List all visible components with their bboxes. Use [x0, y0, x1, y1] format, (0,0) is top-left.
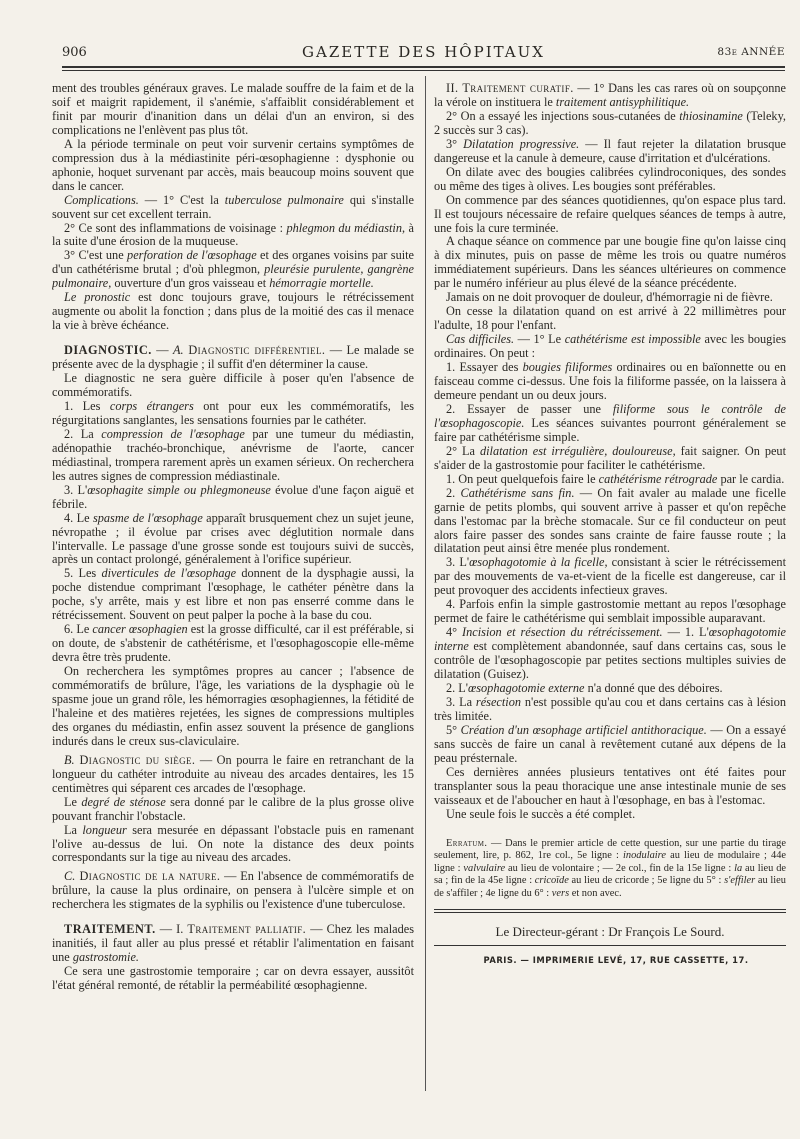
list-item: 1. On peut quelquefois faire le cathétérisme rétrograde par le cardia.: [446, 471, 785, 486]
paragraph: 2° Ce sont des inflammations de voisinage : phlegmon du médiastin, à la suite d'une érosion de la muqueuse.: [52, 220, 414, 249]
paragraph: Cas difficiles. — 1° Le cathétérisme est impossible avec les bougies ordinaires. On peut :: [434, 332, 786, 361]
director-signature: Le Directeur-gérant : Dr François Le Sourd.: [495, 924, 725, 940]
list-item: 1. Les corps étrangers ont pour eux les commémoratifs, les régurgitations sanglantes, les sensations fournies par le cathéter.: [52, 398, 414, 427]
list-item: 3. La résection n'est possible qu'au cou et dans certains cas à lésion très limitée.: [434, 694, 786, 723]
paragraph: 3° C'est une perforation de l'œsophage et des organes voisins par suite d'un cathétérisme brutal ; d'où phlegmon, pleurésie purulente, gangrène pulmonaire, ouverture d'un gros vaisseau et hémorragie mortelle.: [52, 248, 414, 291]
right-column: [434, 82, 786, 1092]
paragraph: 2° On a essayé les injections sous-cutanées de thiosinamine (Teleky, 2 succès sur 3 cas).: [434, 108, 786, 137]
paragraph: On dilate avec des bougies calibrées cylindroconiques, des sondes ou même des tiges à olives. Les bougies sont préférables.: [434, 164, 786, 193]
subsection-heading: C. Diagnostic de la nature. — En l'absence de commémoratifs de brûlure, la cause la plus ordinaire, on pensera à l'ulcère simple et on recherchera les stigmates de la syphilis ou l'existence d'une tuberculose.: [52, 869, 414, 912]
section-heading-traitement: TRAITEMENT. — I. Traitement palliatif. — Chez les malades inanitiés, il faut aller au plus pressé et rétablir l'alimentation en faisant une gastrostomie.: [52, 922, 414, 965]
column-divider: [425, 76, 426, 1091]
paragraph: A la période terminale on peut voir survenir certains symptômes de compression dus à la médiastinite péri-œsophagienne : dysphonie ou aphonie, hoquet survenant par accès, mais beaucoup moins souvent que dans le cancer.: [52, 136, 414, 193]
erratum-note: Erratum. — Dans le premier article de cette question, sur une partie du tirage seulement, lire, p. 862, 1re col., 5e ligne : inodulaire au lieu de modulaire ; 44e ligne : valvulaire au lieu de volontaire ; — 2e col., fin de la 15e ligne : la au lieu de sa ; fin de la 45e ligne : cricoïde au lieu de cricorde ; 5e ligne du 5° : s'effiler au lieu de s'affiler ; 4e ligne du 6° : vers et non avec.: [434, 837, 786, 899]
header-rule-thick: [62, 66, 785, 68]
paragraph: Complications. — 1° C'est la tuberculose pulmonaire qui s'installe souvent sur cet excellent terrain.: [52, 192, 414, 221]
paragraph: Une seule fois le succès a été complet.: [446, 806, 636, 821]
list-item: 2. La compression de l'œsophage par une tumeur du médiastin, adénopathie trachéo-bronchique, anévrisme de l'aorte, cancer médiastinal, trompera rarement après un examen sérieux. On recherchera les autres signes de compression médiastinale.: [52, 426, 414, 483]
signature-rule-top-thin: [434, 912, 786, 913]
paragraph: On commence par des séances quotidiennes, qu'on espace plus tard. Il est toujours nécessaire de refaire quelques séances de temps à autre, une fois la cure terminée.: [434, 192, 786, 235]
paragraph: Ce sera une gastrostomie temporaire ; car on devra essayer, aussitôt l'état général remonté, de rétablir la perméabilité œsophagienne.: [52, 964, 414, 993]
paragraph: ment des troubles généraux graves. Le malade souffre de la faim et de la soif et maigrit rapidement, il s'anémie, s'affaiblit considérablement et finit par mourir d'inanition dans un délai d'un an environ, si des complications ne l'enlèvent pas plus tôt.: [52, 82, 414, 137]
paragraph: Ces dernières années plusieurs tentatives ont été faites pour transplanter sous la peau thoracique une anse intestinale munie de ses vaisseaux et de l'aboucher en haut à l'œsophage, en bas à l'estomac.: [434, 764, 786, 807]
printer-imprint: PARIS. — IMPRIMERIE LEVÉ, 17, RUE CASSETTE, 17.: [483, 955, 749, 966]
paragraph: 3° Dilatation progressive. — Il faut rejeter la dilatation brusque dangereuse et la canule à demeure, cause d'irritation et d'ulcérations.: [434, 136, 786, 165]
list-item: 5. Les diverticules de l'œsophage donnent de la dysphagie aussi, la poche distendue comprimant l'œsophage, le cathéter pénètre dans la poche, s'y arrête, mais y est libre et non pas enserré comme dans le rétrécissement. Souvent on peut palper la poche à la base du cou.: [52, 566, 414, 623]
list-item: 3. L'œsophagotomie à la ficelle, consistant à scier le rétrécissement par des mouvements de va-et-vient de la ficelle est dangereuse, car il peut provoquer des accidents infectieux graves.: [434, 555, 786, 598]
section-heading-diagnostic: DIAGNOSTIC. — A. Diagnostic différentiel. — Le malade se présente avec de la dysphagie ; il suffit d'en déterminer la cause.: [52, 343, 414, 372]
year-label: 83e ANNÉE: [717, 46, 785, 58]
paragraph: La longueur sera mesurée en dépassant l'obstacle puis en ramenant l'olive au-dessus de lui. On note la distance des deux points correspondants sur la tige au niveau des arcades.: [52, 822, 414, 865]
header-rule-thin: [62, 70, 785, 71]
paragraph: 4° Incision et résection du rétrécissement. — 1. L'œsophagotomie interne est complètement abandonnée, sauf dans certains cas, sous le contrôle de l'œsophagoscopie par petites sections multiples suivies de dilatation (Guisez).: [434, 625, 786, 682]
paragraph: On cesse la dilatation quand on est arrivé à 22 millimètres pour l'adulte, 18 pour l'enfant.: [434, 304, 786, 333]
page-header: [62, 40, 785, 66]
list-item: 4. Le spasme de l'œsophage apparaît brusquement chez un sujet jeune, névropathe ; il évolue par crises avec déglutition normale dans l'intervalle. Le passage d'une grosse sonde est toujours suivi de succès, après un contact prolongé, généralement à l'orifice supérieur.: [52, 510, 414, 567]
paragraph: On recherchera les symptômes propres au cancer ; l'absence de commémoratifs de brûlure, l'âge, les variations de la dysphagie où le spasme joue un grand rôle, les hémorragies œsophagiennes, la fétidité de l'haleine et des matières rejetées, les signes de compressions multiples des organes du médiastin, enfin assez souvent la présence de ganglions indurés dans le creux sus-claviculaire.: [52, 664, 414, 748]
paragraph: Jamais on ne doit provoquer de douleur, d'hémorragie ni de fièvre.: [446, 290, 773, 305]
list-item: 2. L'œsophagotomie externe n'a donné que des déboires.: [446, 680, 723, 695]
paragraph: Le diagnostic ne sera guère difficile à poser qu'en l'absence de commémoratifs.: [52, 371, 414, 400]
list-item: 2. Essayer de passer une filiforme sous le contrôle de l'œsophagoscopie. Les séances suivantes pourront généralement se faire par cathétérisme simple.: [434, 401, 786, 444]
list-item: 4. Parfois enfin la simple gastrostomie mettant au repos l'œsophage permet de faire le cathétérisme qui semblait impossible auparavant.: [434, 597, 786, 626]
paragraph: Le pronostic est donc toujours grave, toujours le rétrécissement augmente ou abolit la fonction ; dans plus de la moitié des cas il menace la vie à brève échéance.: [52, 290, 414, 333]
page-number: 906: [62, 45, 87, 60]
left-column: [52, 82, 414, 1097]
list-item: 3. L'œsophagite simple ou phlegmoneuse évolue d'une façon aiguë et fébrile.: [52, 482, 414, 511]
paragraph: 2° La dilatation est irrégulière, douloureuse, fait saigner. On peut s'aider de la gastrostomie pour faciliter le cathétérisme.: [434, 443, 786, 472]
signature-rule-bottom: [434, 945, 786, 946]
paragraph: Le degré de sténose sera donné par le calibre de la plus grosse olive pouvant franchir l'obstacle.: [52, 794, 414, 823]
subsection-heading: B. Diagnostic du siège. — On pourra le faire en retranchant de la longueur du cathéter introduite au niveau des arcades dentaires, les 15 centimètres qui séparent ces arcades de l'œsophage.: [52, 752, 414, 795]
section-label: Complications.: [64, 192, 139, 207]
signature-rule-top: [434, 909, 786, 910]
paragraph: A chaque séance on commence par une bougie fine qu'on laisse cinq à dix minutes, puis on passe de même les trois ou quatre numéros immédiatement supérieurs. Dans les séances ultérieures on commence par le numéro inférieur au plus élevé de la séance précédente.: [434, 234, 786, 291]
journal-title: GAZETTE DES HÔPITAUX: [302, 43, 545, 61]
subsection-heading: II. Traitement curatif. — 1° Dans les cas rares où on soupçonne la vérole on instituera le traitement antisyphilitique.: [434, 82, 786, 109]
paragraph: 5° Création d'un œsophage artificiel antithoracique. — On a essayé sans succès de faire un canal à revêtement cutané aux dépens de la peau présternale.: [434, 722, 786, 765]
list-item: 1. Essayer des bougies filiformes ordinaires ou en baïonnette ou en faisceau comme ci-dessus. Une fois la filiforme passée, on la laissera à demeure pendant un ou deux jours.: [434, 360, 786, 402]
list-item: 2. Cathétérisme sans fin. — On fait avaler au malade une ficelle garnie de petits plombs, qui souvent arrive à passer et qu'on repêche dans l'estomac par la brèche stomacale. Sur ce fil conducteur on peut alors faire passer des sondes sans crainte de faire fausse route ; la dilatation peut ainsi être menée plus rondement.: [434, 485, 786, 556]
list-item: 6. Le cancer œsophagien est la grosse difficulté, car il est préférable, si on doute, de s'abstenir de cathétérisme, et l'œsophagoscopie elle-même devra être très prudente.: [52, 622, 414, 665]
